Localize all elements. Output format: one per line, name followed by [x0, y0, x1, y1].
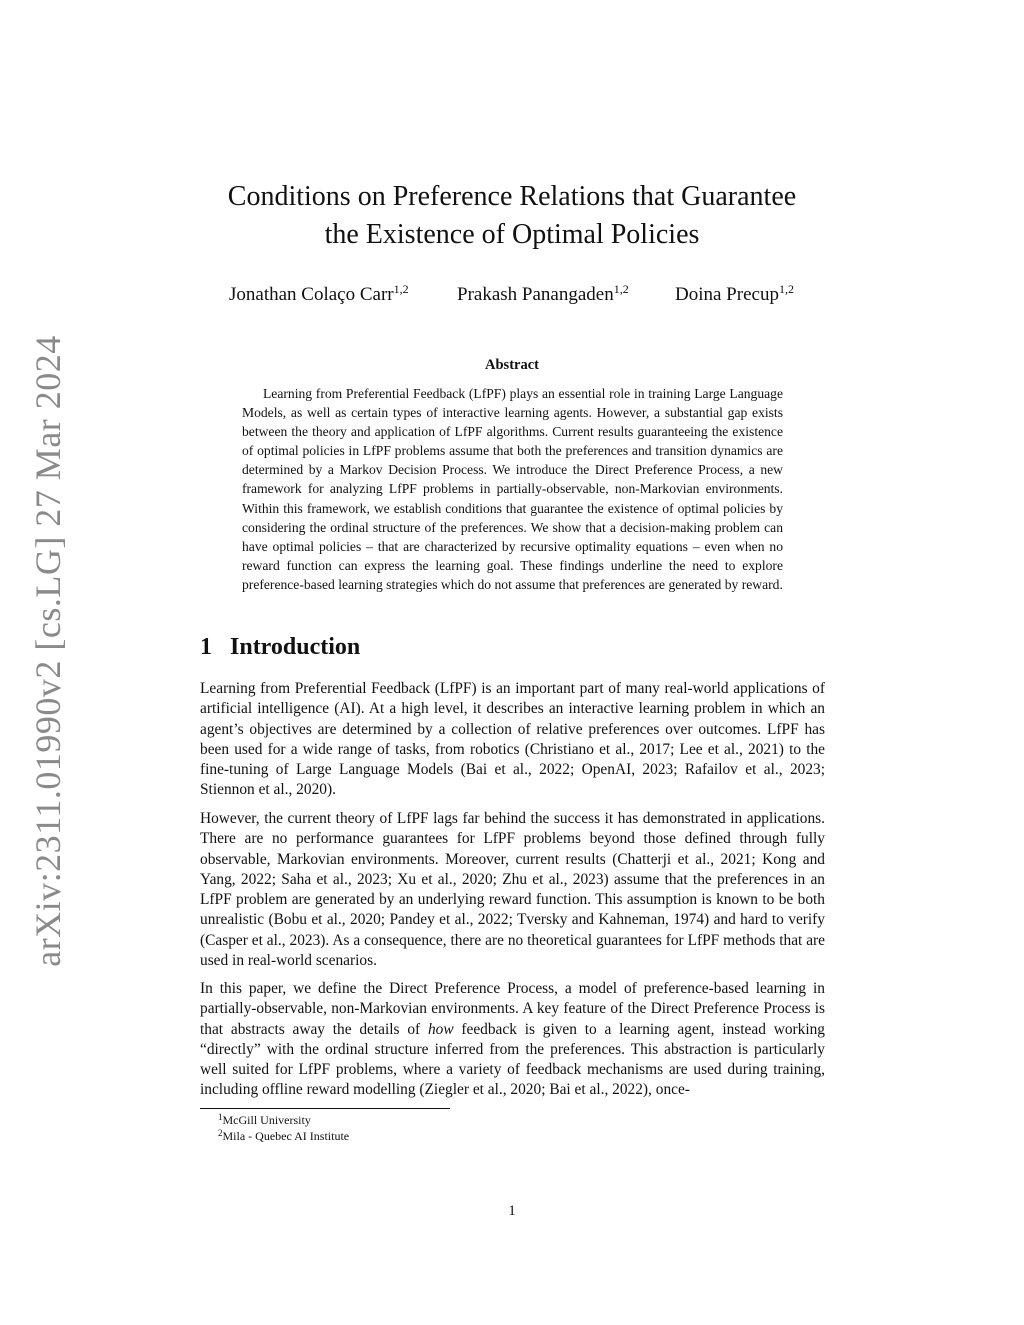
author-name: Prakash Panangaden	[457, 284, 614, 305]
intro-paragraph-2: However, the current theory of LfPF lags far behind the success it has demonstrated in applications. There are no performance guarantees for LfPF problems beyond those defined through fully observable, Markovian environments. Moreover, current results (Chatterji et al., 2021; Kong and Yang, 2022; Saha et al., 2023; Xu et al., 2020; Zhu et al., 2023) assume that the preferences in an LfPF problem are generated by an underlying reward function. This assumption is known to be both unrealistic (Bobu et al., 2020; Pandey et al., 2022; Tversky and Kahneman, 1974) and hard to verify (Casper et al., 2023). As a consequence, there are no theoretical guarantees for LfPF methods that are used in real-world scenarios.	[200, 810, 825, 970]
intro-paragraph-3	[200, 979, 825, 1101]
arxiv-identifier-stamp: arXiv:2311.01990v2 [cs.LG] 27 Mar 2024	[28, 335, 68, 967]
paragraph-text: feedback is given to a learning agent, instead working “directly” with the ordinal structure inferred from the preferences. This abstraction is particularly well suited for LfPF problems, where a variety of feedback mechanisms are used during training, including offline reward modelling (Ziegler et al., 2020; Bai et al., 2022), once-	[200, 1020, 825, 1099]
abstract-heading: Abstract	[485, 357, 539, 373]
title-line-1: Conditions on Preference Relations that Guarantee	[227, 181, 797, 212]
author-affiliation: 1,2	[778, 282, 794, 296]
paragraph-text: In this paper, we define the Direct Preference Process, a model of preference-based learning in partially-observable, non-Markovian environments. A key feature of the Direct Preference Process is that abstracts away the details of	[200, 980, 825, 1038]
author-affiliation: 1,2	[393, 282, 409, 296]
author-name: Jonathan Colaço Carr	[229, 284, 394, 305]
page-number: 1	[508, 1203, 516, 1219]
author-name: Doina Precup	[675, 284, 779, 305]
author-2	[457, 284, 629, 306]
section-number: 1	[200, 634, 212, 660]
footnote-text: McGill University	[222, 1113, 311, 1127]
author-affiliation: 1,2	[613, 282, 629, 296]
paper-title	[180, 178, 844, 254]
author-1	[229, 284, 409, 306]
author-3	[675, 284, 794, 306]
footnote-mark: 1	[218, 1112, 223, 1122]
section-title: Introduction	[230, 634, 361, 660]
section-heading-introduction	[200, 634, 360, 661]
emphasized-word: how	[427, 1020, 454, 1038]
footnote-divider	[200, 1108, 450, 1109]
footnote-mark: 2	[218, 1128, 223, 1138]
title-line-2: the Existence of Optimal Policies	[324, 219, 700, 250]
intro-paragraph-1: Learning from Preferential Feedback (LfPF) is an important part of many real-world applications of artificial intelligence (AI). At a high level, it describes an interactive learning problem in which an agent’s objectives are determined by a collection of relative preferences over outcomes. LfPF has been used for a wide range of tasks, from robotics (Christiano et al., 2017; Lee et al., 2021) to the fine-tuning of Large Language Models (Bai et al., 2022; OpenAI, 2023; Rafailov et al., 2023; Stiennon et al., 2020).	[200, 680, 825, 799]
footnote-1	[218, 1113, 311, 1128]
footnote-2	[218, 1129, 349, 1144]
abstract-text: Learning from Preferential Feedback (LfPF) plays an essential role in training Large Language Models, as well as certain types of interactive learning agents. However, a substantial gap exists between the theory and application of LfPF algorithms. Current results guaranteeing the existence of optimal policies in LfPF problems assume that both the preferences and transition dynamics are determined by a Markov Decision Process. We introduce the Direct Preference Process, a new framework for analyzing LfPF problems in partially-observable, non-Markovian environments. Within this framework, we establish conditions that guarantee the existence of optimal policies by considering the ordinal structure of the preferences. We show that a decision-making problem can have optimal policies – that are characterized by recursive optimality equations – even when no reward function can express the learning goal. These findings underline the need to explore preference-based learning strategies which do not assume that preferences are generated by reward.	[242, 386, 783, 592]
footnote-text: Mila - Quebec AI Institute	[222, 1129, 350, 1143]
